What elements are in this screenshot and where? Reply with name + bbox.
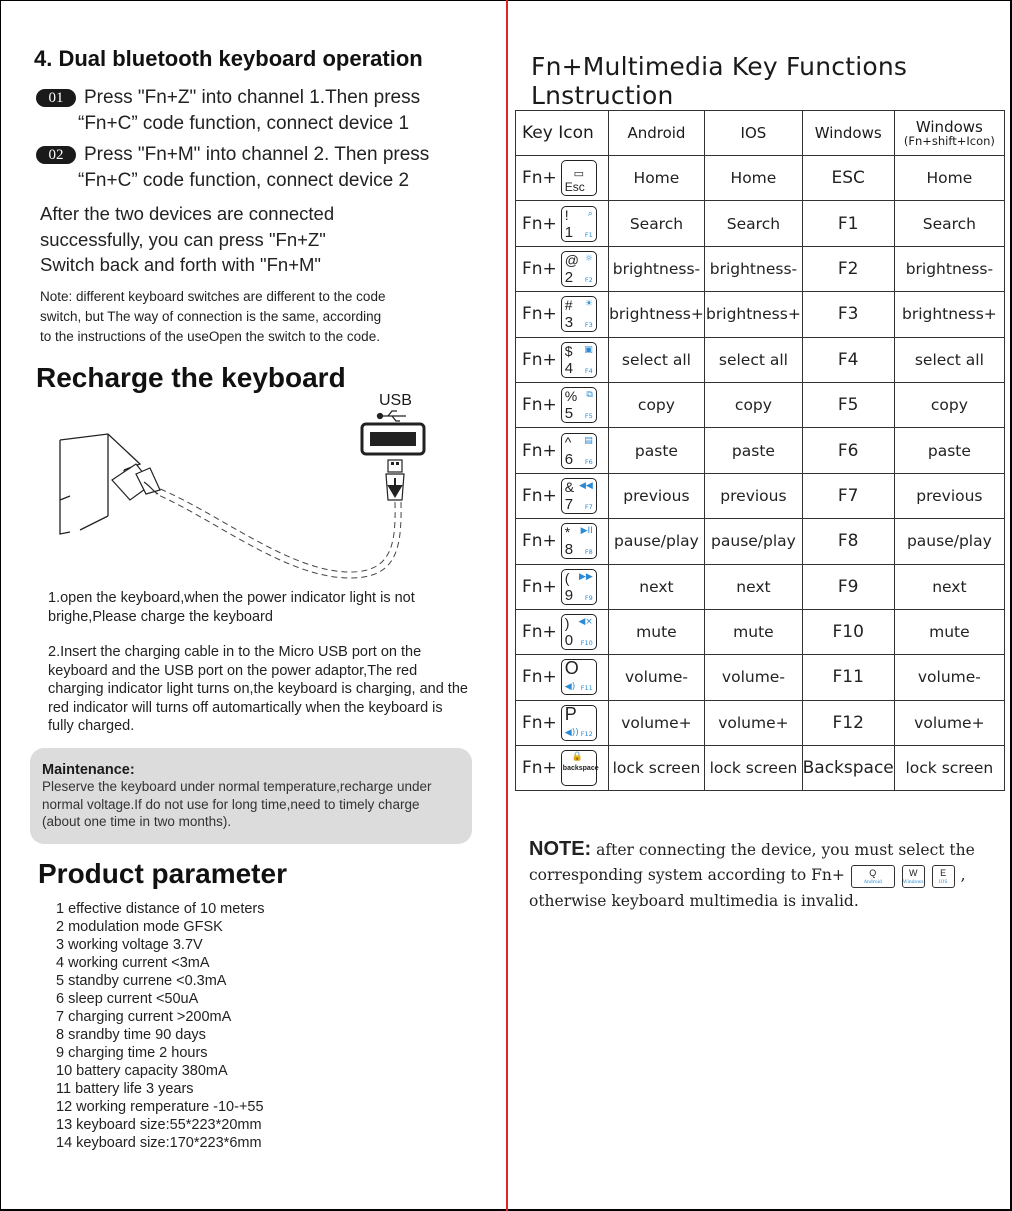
- system-note-line2: [529, 864, 999, 888]
- keycap-top-symbol: !: [564, 206, 569, 223]
- key-icon-cell: [516, 519, 609, 564]
- keycap-icon: [561, 523, 597, 559]
- usb-symbol-icon: [378, 411, 407, 421]
- keycap-bottom-symbol: 7: [564, 495, 574, 513]
- key-icon-cell: [516, 292, 609, 337]
- ios-cell: volume+: [705, 700, 802, 745]
- ios-cell: previous: [705, 473, 802, 518]
- fn-prefix: Fn+: [522, 576, 557, 597]
- parameter-item: 13 keyboard size:55*223*20mm: [56, 1117, 262, 1133]
- header-windows-shift-label: Windows: [915, 117, 983, 136]
- keycap-media-icon: ▶▶: [578, 571, 593, 582]
- windows-cell: F3: [802, 292, 894, 337]
- keycap-window-icon: ▭: [573, 167, 584, 181]
- keycap-bottom-symbol: 1: [564, 223, 574, 241]
- android-cell: Home: [608, 156, 705, 201]
- recharge-title: Recharge the keyboard: [36, 362, 346, 393]
- parameter-item: 8 srandby time 90 days: [56, 1027, 206, 1043]
- multimedia-title: Fn+Multimedia Key Functions Lnstruction: [531, 52, 908, 110]
- keycap-icon: [561, 750, 597, 786]
- parameter-item: 14 keyboard size:170*223*6mm: [56, 1135, 262, 1151]
- note-comma: ,: [960, 866, 966, 884]
- keycap-bottom-symbol: 6: [564, 450, 574, 468]
- step-2-badge: 02: [36, 146, 76, 164]
- keycap-media-icon: 🔒: [571, 752, 583, 763]
- table-row: [516, 201, 1005, 246]
- note-label: NOTE:: [529, 838, 592, 860]
- table-row: [516, 382, 1005, 427]
- cable-icon: [158, 488, 395, 572]
- keycap-fn-label: F4: [584, 366, 593, 375]
- keycap-media-icon: ▣: [584, 344, 593, 355]
- q-key-sub: Android: [863, 879, 882, 885]
- keycap-top-symbol: *: [564, 524, 571, 541]
- keycap-fn-label: F2: [584, 275, 593, 284]
- windows-cell: F11: [802, 655, 894, 700]
- keycap-top-symbol: %: [564, 388, 578, 405]
- android-cell: pause/play: [608, 519, 705, 564]
- connected-paragraph: [40, 201, 334, 278]
- table-row: [516, 564, 1005, 609]
- key-icon-cell: [516, 655, 609, 700]
- parameter-item: 3 working voltage 3.7V: [56, 937, 203, 953]
- table-body: [516, 156, 1005, 791]
- keycap-icon: [561, 478, 597, 514]
- table-row: [516, 337, 1005, 382]
- windows-cell: F10: [802, 609, 894, 654]
- keycap-top-symbol: $: [564, 342, 573, 359]
- keycap-media-icon: ☀: [584, 299, 593, 310]
- parameter-item: 9 charging time 2 hours: [56, 1045, 208, 1061]
- fn-prefix: Fn+: [522, 531, 557, 552]
- keycap-top-symbol: @: [564, 251, 580, 268]
- w-windows-key-icon: [902, 865, 925, 888]
- keycap-top-symbol: P: [564, 703, 577, 724]
- fn-prefix: Fn+: [522, 622, 557, 643]
- keycap-media-icon: ◀)): [564, 727, 579, 738]
- parameter-item: 10 battery capacity 380mA: [56, 1063, 228, 1079]
- fn-prefix: Fn+: [522, 349, 557, 370]
- keycap-bottom-symbol: backspace: [562, 765, 599, 773]
- step-1: [36, 84, 420, 111]
- keycap-top-symbol: (: [564, 569, 570, 586]
- keycap-top-symbol: &: [564, 478, 575, 495]
- recharge-step-2: 2.Insert the charging cable in to the Micro USB port on the keyboard and the USB port on the power adaptor,The red charging indicator light turns on,the keyboard is charging, and the red indicator will turns off automartically when the keyboard is fully charged.: [48, 644, 468, 734]
- keycap-fn-label: F6: [584, 457, 593, 466]
- table-row: [516, 700, 1005, 745]
- dual-bluetooth-title: 4. Dual bluetooth keyboard operation: [34, 46, 423, 71]
- ios-cell: volume-: [705, 655, 802, 700]
- keycap-top-symbol: O: [564, 658, 579, 679]
- parameter-item: 1 effective distance of 10 meters: [56, 901, 265, 917]
- q-android-key-icon: [851, 865, 895, 888]
- right-column: [509, 0, 1012, 1211]
- connected-line: After the two devices are connected: [40, 203, 335, 224]
- key-icon-cell: [516, 564, 609, 609]
- windows-shift-cell: volume+: [894, 700, 1004, 745]
- fn-prefix: Fn+: [522, 213, 557, 234]
- keycap-icon: [561, 342, 597, 378]
- table-header-row: [516, 111, 1005, 156]
- header-key-icon: Key Icon: [516, 111, 609, 156]
- windows-shift-cell: copy: [894, 382, 1004, 427]
- key-icon-cell: [516, 382, 609, 427]
- ios-cell: select all: [705, 337, 802, 382]
- header-windows-shift: [894, 111, 1004, 156]
- key-icon-cell: [516, 156, 609, 201]
- parameter-item: 6 sleep current <50uA: [56, 991, 199, 1007]
- windows-cell: F6: [802, 428, 894, 473]
- header-android: Android: [608, 111, 705, 156]
- fn-prefix: Fn+: [522, 168, 557, 189]
- keycap-icon: [561, 251, 597, 287]
- ios-cell: brightness+: [705, 292, 802, 337]
- step-1-line1: Press "Fn+Z" into channel 1.Then press: [84, 87, 421, 108]
- android-cell: paste: [608, 428, 705, 473]
- windows-shift-cell: Search: [894, 201, 1004, 246]
- keycap-media-icon: ◀◀: [578, 480, 593, 491]
- fn-prefix: Fn+: [522, 758, 557, 779]
- keycap-icon: [561, 614, 597, 650]
- keycap-icon: [561, 569, 597, 605]
- keycap-bottom-symbol: Esc: [564, 180, 585, 195]
- keycap-media-icon: ☼: [584, 253, 593, 264]
- product-parameter-title: Product parameter: [38, 858, 287, 889]
- step-2: [36, 141, 429, 168]
- ios-cell: Home: [705, 156, 802, 201]
- switch-note-line: Note: different keyboard switches are different to the code: [40, 289, 386, 304]
- keycap-media-icon: ▶II: [580, 526, 593, 537]
- keycap-icon: [561, 206, 597, 242]
- table-row: [516, 156, 1005, 201]
- ios-cell: mute: [705, 609, 802, 654]
- connected-line: Switch back and forth with "Fn+M": [40, 254, 321, 275]
- q-key-letter: Q: [869, 867, 877, 878]
- w-key-letter: W: [909, 867, 918, 878]
- windows-cell: F8: [802, 519, 894, 564]
- e-key-letter: E: [940, 867, 947, 878]
- note-text-1: after connecting the device, you must select the: [591, 841, 975, 859]
- keycap-bottom-symbol: 2: [564, 268, 574, 286]
- switch-note: [40, 287, 460, 347]
- keycap-icon: [561, 160, 597, 196]
- key-function-table: [515, 110, 1005, 791]
- windows-cell: F2: [802, 246, 894, 291]
- android-cell: select all: [608, 337, 705, 382]
- windows-cell: F4: [802, 337, 894, 382]
- windows-shift-cell: next: [894, 564, 1004, 609]
- table-row: [516, 473, 1005, 518]
- keycap-fn-label: F10: [580, 639, 593, 648]
- micro-usb-plug-icon: [112, 464, 160, 500]
- android-cell: brightness+: [608, 292, 705, 337]
- keycap-top-symbol: ^: [564, 433, 572, 450]
- android-cell: next: [608, 564, 705, 609]
- windows-shift-cell: brightness-: [894, 246, 1004, 291]
- fn-prefix: Fn+: [522, 395, 557, 416]
- step-2-line1: Press "Fn+M" into channel 2. Then press: [84, 144, 430, 165]
- android-cell: previous: [608, 473, 705, 518]
- note-text-2: corresponding system according to Fn+: [529, 866, 845, 884]
- note-text-3: otherwise keyboard multimedia is invalid.: [529, 891, 859, 910]
- keycap-media-icon: ◀): [564, 682, 576, 693]
- connected-line: successfully, you can press "Fn+Z": [40, 228, 326, 250]
- keycap-fn-label: F12: [580, 729, 593, 738]
- keycap-bottom-symbol: 8: [564, 541, 574, 559]
- table-row: [516, 246, 1005, 291]
- keycap-fn-label: F11: [580, 684, 593, 693]
- keycap-bottom-symbol: 3: [564, 314, 574, 332]
- header-windows: Windows: [802, 111, 894, 156]
- e-key-sub: IOS: [938, 879, 948, 885]
- keycap-bottom-symbol: 9: [564, 586, 574, 604]
- switch-note-line: switch, but The way of connection is the same, according: [40, 309, 382, 324]
- key-icon-cell: [516, 473, 609, 518]
- system-note: [529, 838, 999, 913]
- table-row: [516, 428, 1005, 473]
- column-divider: [506, 0, 508, 1211]
- windows-shift-cell: volume-: [894, 655, 1004, 700]
- fn-prefix: Fn+: [522, 440, 557, 461]
- android-cell: copy: [608, 382, 705, 427]
- keycap-media-icon: ◀×: [578, 617, 593, 628]
- table-row: [516, 655, 1005, 700]
- keycap-icon: [561, 659, 597, 695]
- header-windows-shift-sub: (Fn+shift+Icon): [903, 133, 995, 148]
- parameter-item: 4 working current <3mA: [56, 955, 210, 971]
- windows-shift-cell: mute: [894, 609, 1004, 654]
- key-icon-cell: [516, 746, 609, 791]
- parameter-item: 5 standby currene <0.3mA: [56, 973, 227, 989]
- switch-note-line: to the instructions of the useOpen the switch to the code.: [40, 329, 380, 344]
- windows-cell: ESC: [802, 156, 894, 201]
- windows-shift-cell: previous: [894, 473, 1004, 518]
- ios-cell: copy: [705, 382, 802, 427]
- step-2-line2: “Fn+C” code function, connect device 2: [78, 170, 410, 191]
- key-icon-cell: [516, 337, 609, 382]
- windows-cell: F12: [802, 700, 894, 745]
- windows-cell: F5: [802, 382, 894, 427]
- table-row: [516, 746, 1005, 791]
- keycap-icon: [561, 387, 597, 423]
- keycap-media-icon: ▤: [584, 435, 593, 446]
- windows-shift-cell: paste: [894, 428, 1004, 473]
- maintenance-box: [30, 748, 472, 844]
- android-cell: Search: [608, 201, 705, 246]
- fn-prefix: Fn+: [522, 667, 557, 688]
- ios-cell: next: [705, 564, 802, 609]
- table-row: [516, 519, 1005, 564]
- windows-shift-cell: brightness+: [894, 292, 1004, 337]
- ios-cell: Search: [705, 201, 802, 246]
- ios-cell: lock screen: [705, 746, 802, 791]
- keycap-icon: [561, 296, 597, 332]
- parameter-list: [56, 900, 265, 1152]
- table-row: [516, 292, 1005, 337]
- android-cell: volume-: [608, 655, 705, 700]
- recharge-step-1: 1.open the keyboard,when the power indicator light is not brighe,Please charge the keyboard: [48, 590, 415, 625]
- w-key-sub: Windows: [902, 879, 924, 885]
- keycap-fn-label: F7: [584, 502, 593, 511]
- maintenance-title: Maintenance:: [42, 762, 135, 778]
- ios-cell: pause/play: [705, 519, 802, 564]
- parameter-item: 2 modulation mode GFSK: [56, 919, 223, 935]
- keycap-bottom-symbol: 5: [564, 405, 574, 423]
- charging-illustration: [40, 404, 440, 584]
- step-1-badge: 01: [36, 89, 76, 107]
- windows-shift-cell: lock screen: [894, 746, 1004, 791]
- table-row: [516, 609, 1005, 654]
- usb-plug-icon: [388, 460, 402, 472]
- parameter-item: 7 charging current >200mA: [56, 1009, 232, 1025]
- keycap-fn-label: F8: [584, 548, 593, 557]
- windows-shift-cell: pause/play: [894, 519, 1004, 564]
- fn-prefix: Fn+: [522, 485, 557, 506]
- ios-cell: paste: [705, 428, 802, 473]
- keycap-fn-label: F1: [584, 230, 593, 239]
- android-cell: brightness-: [608, 246, 705, 291]
- fn-prefix: Fn+: [522, 258, 557, 279]
- keycap-top-symbol: ): [564, 615, 570, 632]
- android-cell: mute: [608, 609, 705, 654]
- keycap-top-symbol: #: [564, 297, 573, 314]
- fn-prefix: Fn+: [522, 304, 557, 325]
- usb-label: USB: [379, 392, 412, 409]
- keycap-media-icon: ⌕: [587, 208, 593, 219]
- keycap-icon: [561, 705, 597, 741]
- step-1-line2: “Fn+C” code function, connect device 1: [78, 113, 410, 134]
- windows-shift-cell: select all: [894, 337, 1004, 382]
- maintenance-text: Pleserve the keyboard under normal temperature,recharge under normal voltage.If do not use for long time,need to timely charge (about one time in two months).: [42, 779, 432, 829]
- windows-cell: F9: [802, 564, 894, 609]
- keycap-bottom-symbol: 4: [564, 359, 574, 377]
- keycap-fn-label: F5: [584, 412, 593, 421]
- windows-cell: F1: [802, 201, 894, 246]
- header-ios: IOS: [705, 111, 802, 156]
- windows-cell: F7: [802, 473, 894, 518]
- keycap-icon: [561, 433, 597, 469]
- keycap-fn-label: F3: [584, 321, 593, 330]
- system-note-line1: [529, 838, 999, 862]
- keycap-media-icon: ⧉: [586, 390, 593, 401]
- e-ios-key-icon: [932, 865, 955, 888]
- ios-cell: brightness-: [705, 246, 802, 291]
- key-icon-cell: [516, 428, 609, 473]
- key-icon-cell: [516, 201, 609, 246]
- keycap-bottom-symbol: 0: [564, 632, 574, 650]
- key-icon-cell: [516, 609, 609, 654]
- parameter-item: 11 battery life 3 years: [56, 1081, 194, 1097]
- windows-cell: Backspace: [802, 746, 894, 791]
- android-cell: lock screen: [608, 746, 705, 791]
- key-icon-cell: [516, 700, 609, 745]
- android-cell: volume+: [608, 700, 705, 745]
- key-icon-cell: [516, 246, 609, 291]
- keycap-fn-label: F9: [584, 593, 593, 602]
- fn-prefix: Fn+: [522, 712, 557, 733]
- parameter-item: 12 working remperature -10-+55: [56, 1099, 264, 1115]
- windows-shift-cell: Home: [894, 156, 1004, 201]
